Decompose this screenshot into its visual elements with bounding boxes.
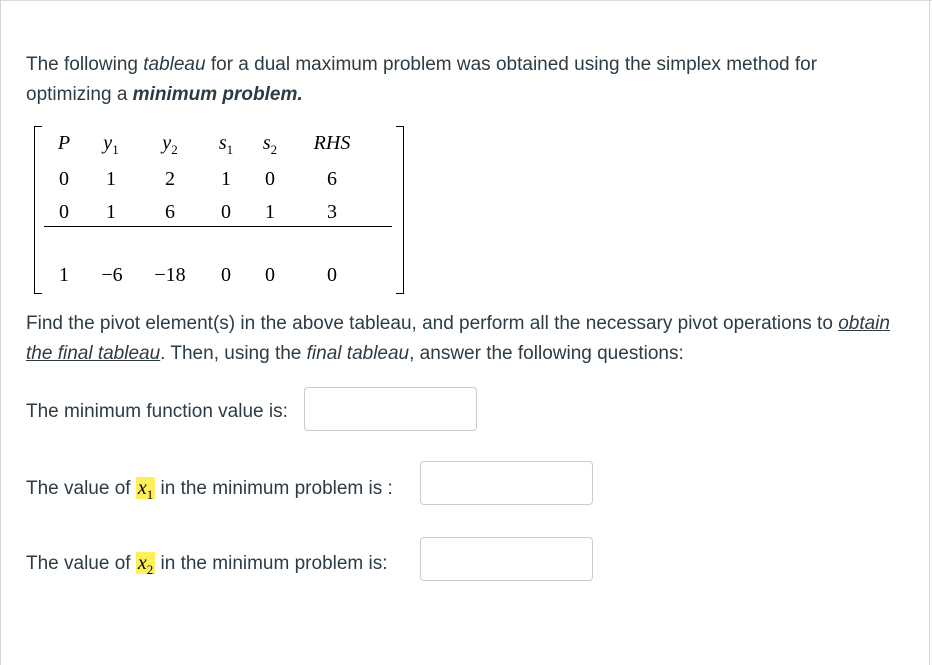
cell-r1-y1: 1 [106, 168, 116, 190]
header-s2 [245, 131, 295, 162]
q2-prefix: The value of [26, 478, 136, 499]
find-text-1: Find the pivot element(s) in the above tableau, and perform all the necessary pivot operations to [26, 313, 839, 334]
header-RHS: RHS [313, 132, 351, 154]
x1-var-letter: x [137, 477, 147, 499]
cell-r2-y2: 6 [165, 201, 175, 223]
cell-bottom-y2: −18 [154, 264, 186, 286]
find-text-3: , answer the following questions: [409, 343, 684, 364]
cell-r1-s2: 0 [265, 168, 275, 190]
intro-bold-text: minimum problem. [132, 84, 303, 105]
x2-value-input[interactable] [420, 537, 593, 581]
header-s2-text: $s_2$ [262, 132, 278, 157]
header-y1-text-subscript: 1 [112, 142, 119, 157]
header-s2-text-subscript: 2 [270, 142, 278, 157]
tableau-right-bracket [396, 126, 404, 294]
header-s1 [201, 131, 251, 162]
final-tableau-link[interactable]: obtain the final tableau [26, 313, 890, 364]
cell-r1-s1: 1 [221, 168, 231, 190]
intro-text-1: The following [26, 54, 144, 75]
question-x2-label [26, 550, 388, 583]
header-y2 [145, 131, 195, 162]
header-y1-text: $y_1$ [103, 132, 119, 157]
q2-suffix: in the minimum problem is : [155, 478, 393, 499]
x2-variable [136, 552, 155, 577]
min-value-input[interactable] [304, 387, 477, 431]
x2-var-subscript: 2 [146, 562, 154, 577]
x1-var-subscript: 1 [146, 487, 154, 502]
cell-r2-y1: 1 [106, 201, 116, 223]
header-P: P [57, 132, 71, 154]
x2-var-letter: x [137, 552, 147, 574]
cell-bottom-y1: −6 [101, 264, 123, 286]
header-y2-text: $y_2$ [162, 132, 178, 157]
cell-bottom-P: 1 [59, 264, 69, 286]
header-y2-text-subscript: 2 [171, 142, 178, 157]
cell-r1-y2: 2 [165, 168, 175, 190]
question-x1-label [26, 475, 393, 508]
simplex-tableau [34, 126, 404, 294]
header-s1-text: $s_1$ [218, 132, 234, 157]
cell-r2-s1: 0 [221, 201, 231, 223]
q3-suffix: in the minimum problem is: [155, 553, 388, 574]
find-italic-text: final tableau [306, 343, 410, 364]
header-s1-text-subscript: 1 [226, 142, 234, 157]
cell-r1-P: 0 [59, 168, 69, 190]
find-text-2: . Then, using the [160, 343, 307, 364]
cell-r2-RHS: 3 [327, 201, 337, 223]
cell-bottom-s2: 0 [265, 264, 275, 286]
cell-r2-P: 0 [59, 201, 69, 223]
question-min-value-label: The minimum function value is: [26, 401, 288, 422]
intro-text-2: for a dual maximum problem was obtained using the simplex method for optimizing a [26, 54, 818, 105]
cell-r1-RHS: 6 [327, 168, 337, 190]
cell-bottom-s1: 0 [221, 264, 231, 286]
q3-prefix: The value of [26, 553, 136, 574]
tableau-divider-line [44, 226, 392, 227]
header-y1 [86, 131, 136, 162]
instructions-paragraph [26, 309, 896, 369]
intro-paragraph [26, 50, 896, 110]
cell-r2-s2: 1 [265, 201, 275, 223]
cell-bottom-RHS: 0 [327, 264, 337, 286]
x1-variable [136, 477, 155, 502]
x1-value-input[interactable] [420, 461, 593, 505]
intro-tableau-word: tableau [143, 54, 206, 75]
